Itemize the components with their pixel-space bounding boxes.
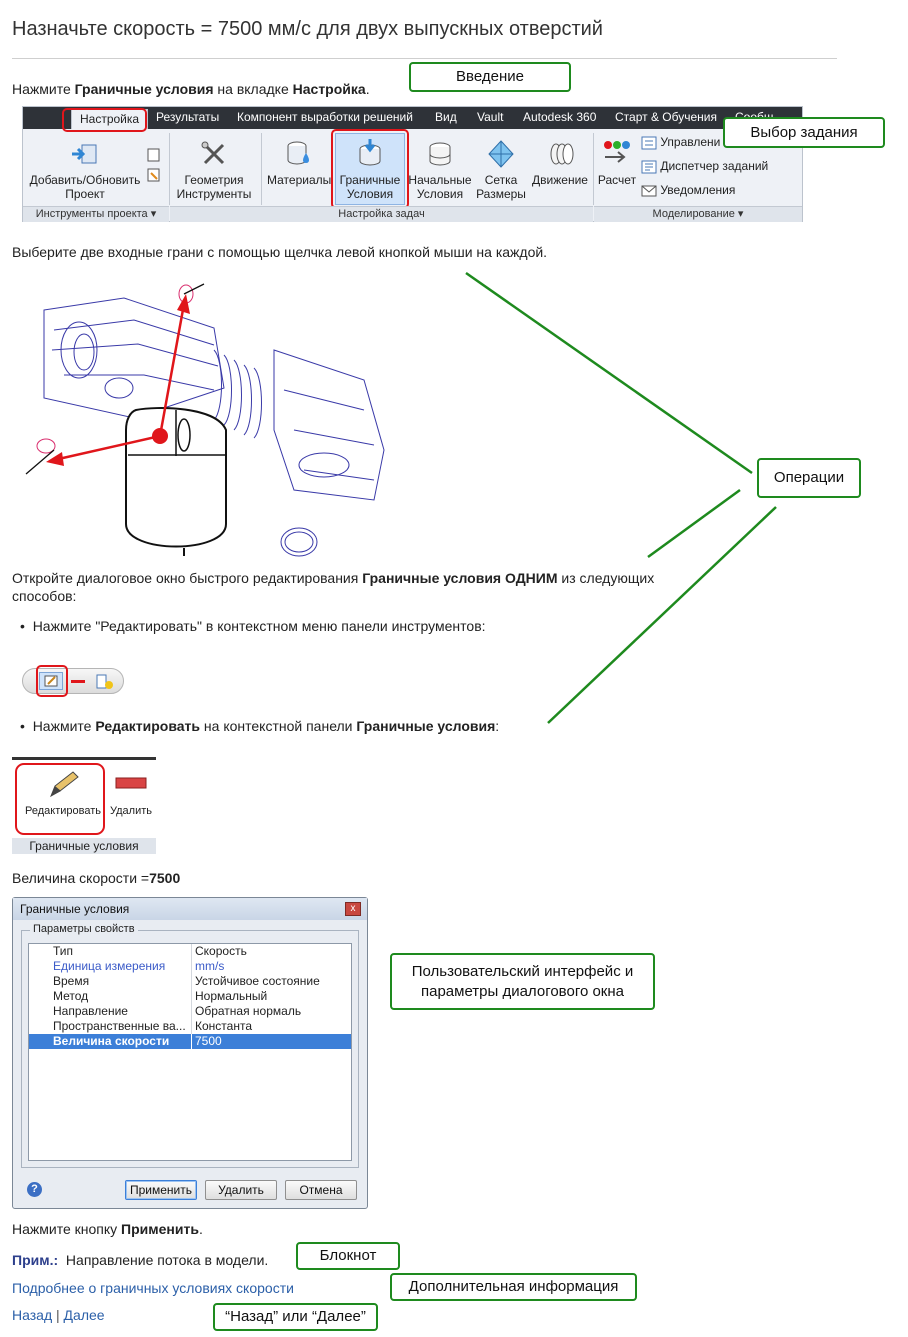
geometry-tools-button[interactable]: Геометрия Инструменты bbox=[173, 139, 255, 201]
step-4-text: Нажмите кнопку Применить. bbox=[12, 1221, 203, 1237]
callout-notepad: Блокнот bbox=[296, 1242, 400, 1270]
bullet-2: • Нажмите Редактировать на контекстной панели Граничные условия: bbox=[20, 718, 500, 734]
velocity-text: Величина скорости =7500 bbox=[12, 870, 181, 886]
tab-decision-center[interactable]: Компонент выработки решений bbox=[237, 110, 413, 124]
back-link[interactable]: Назад bbox=[12, 1307, 53, 1323]
grid-row-spatial[interactable]: Пространственные ва... Константа bbox=[53, 1019, 252, 1033]
callout-operations: Операции bbox=[757, 458, 861, 498]
boundary-conditions-button[interactable]: Граничные Условия bbox=[335, 133, 405, 205]
grid-row-velocity[interactable]: Величина скорости 7500 bbox=[29, 1034, 351, 1049]
solve-button[interactable]: Расчет bbox=[595, 139, 639, 187]
delete-button[interactable]: Удалить bbox=[205, 1180, 277, 1200]
cancel-button[interactable]: Отмена bbox=[285, 1180, 357, 1200]
tab-start-learning[interactable]: Старт & Обучения bbox=[615, 110, 717, 124]
group-project-tools[interactable]: Инструменты проекта ▾ bbox=[23, 206, 169, 222]
apply-button[interactable]: Применить bbox=[125, 1180, 197, 1200]
panel-edit-button[interactable]: Редактировать bbox=[18, 770, 108, 818]
callout-ui-dialog: Пользовательский интерфейс и параметры диалогового окна bbox=[390, 953, 655, 1010]
callout-back-next: “Назад” или “Далее” bbox=[213, 1303, 378, 1331]
fieldset-legend: Параметры свойств bbox=[30, 923, 138, 935]
task-manager-button[interactable]: Диспетчер заданий bbox=[641, 159, 768, 174]
note: Прим.: Направление потока в модели. bbox=[12, 1252, 269, 1268]
tab-view[interactable]: Вид bbox=[435, 110, 457, 124]
callout-additional-info: Дополнительная информация bbox=[390, 1273, 637, 1301]
callout-intro: Введение bbox=[409, 62, 571, 92]
grid-row-method[interactable]: Метод Нормальный bbox=[53, 989, 268, 1003]
step-3-text: Откройте диалоговое окно быстрого редактирования Граничные условия ОДНИМ из следующих bbox=[12, 570, 655, 586]
dialog-title: Граничные условия bbox=[13, 898, 367, 920]
notifications-button[interactable]: Уведомления bbox=[641, 183, 735, 198]
grid-row-type[interactable]: Тип Скорость bbox=[53, 944, 247, 958]
callout-task-selection: Выбор задания bbox=[723, 117, 885, 148]
panel-delete-button[interactable]: Удалить bbox=[108, 770, 154, 818]
tab-autodesk-360[interactable]: Autodesk 360 bbox=[523, 110, 597, 124]
tab-results[interactable]: Результаты bbox=[156, 110, 220, 124]
panel-footer: Граничные условия bbox=[12, 838, 156, 854]
step-3-text-line2: способов: bbox=[12, 588, 77, 604]
materials-button[interactable]: Материалы bbox=[267, 139, 331, 187]
mesh-sizes-button[interactable]: Сетка Размеры bbox=[473, 139, 529, 201]
tab-setup[interactable]: Настройка bbox=[71, 109, 148, 129]
tab-vault[interactable]: Vault bbox=[477, 110, 504, 124]
step-1-text: Нажмите Граничные условия на вкладке Настройка. bbox=[12, 81, 370, 97]
grid-row-unit[interactable]: Единица измерения mm/s bbox=[53, 959, 225, 973]
add-update-project-button[interactable]: Добавить/Обновить Проект bbox=[27, 139, 143, 201]
group-modeling[interactable]: Моделирование ▾ bbox=[594, 206, 802, 222]
close-icon[interactable]: x bbox=[345, 902, 361, 916]
step-2-text: Выберите две входные грани с помощью щелчка левой кнопкой мыши на каждой. bbox=[12, 244, 548, 260]
page-title: Назначьте скорость = 7500 мм/с для двух выпускных отверстий bbox=[12, 18, 603, 40]
more-info-link[interactable]: Подробнее о граничных условиях скорости bbox=[12, 1280, 294, 1296]
group-task-setup: Настройка задач bbox=[170, 206, 593, 222]
grid-row-time[interactable]: Время Устойчивое состояние bbox=[53, 974, 320, 988]
initial-conditions-button[interactable]: Начальные Условия bbox=[408, 139, 472, 201]
grid-row-direction[interactable]: Направление Обратная нормаль bbox=[53, 1004, 302, 1018]
nav-links: Назад | Далее bbox=[12, 1307, 105, 1323]
bullet-1: • Нажмите "Редактировать" в контекстном меню панели инструментов: bbox=[20, 618, 486, 634]
next-link[interactable]: Далее bbox=[63, 1307, 105, 1323]
manage-button[interactable]: Управлени bbox=[641, 135, 720, 150]
motion-button[interactable]: Движение bbox=[529, 139, 591, 187]
help-icon[interactable]: ? bbox=[27, 1182, 42, 1197]
